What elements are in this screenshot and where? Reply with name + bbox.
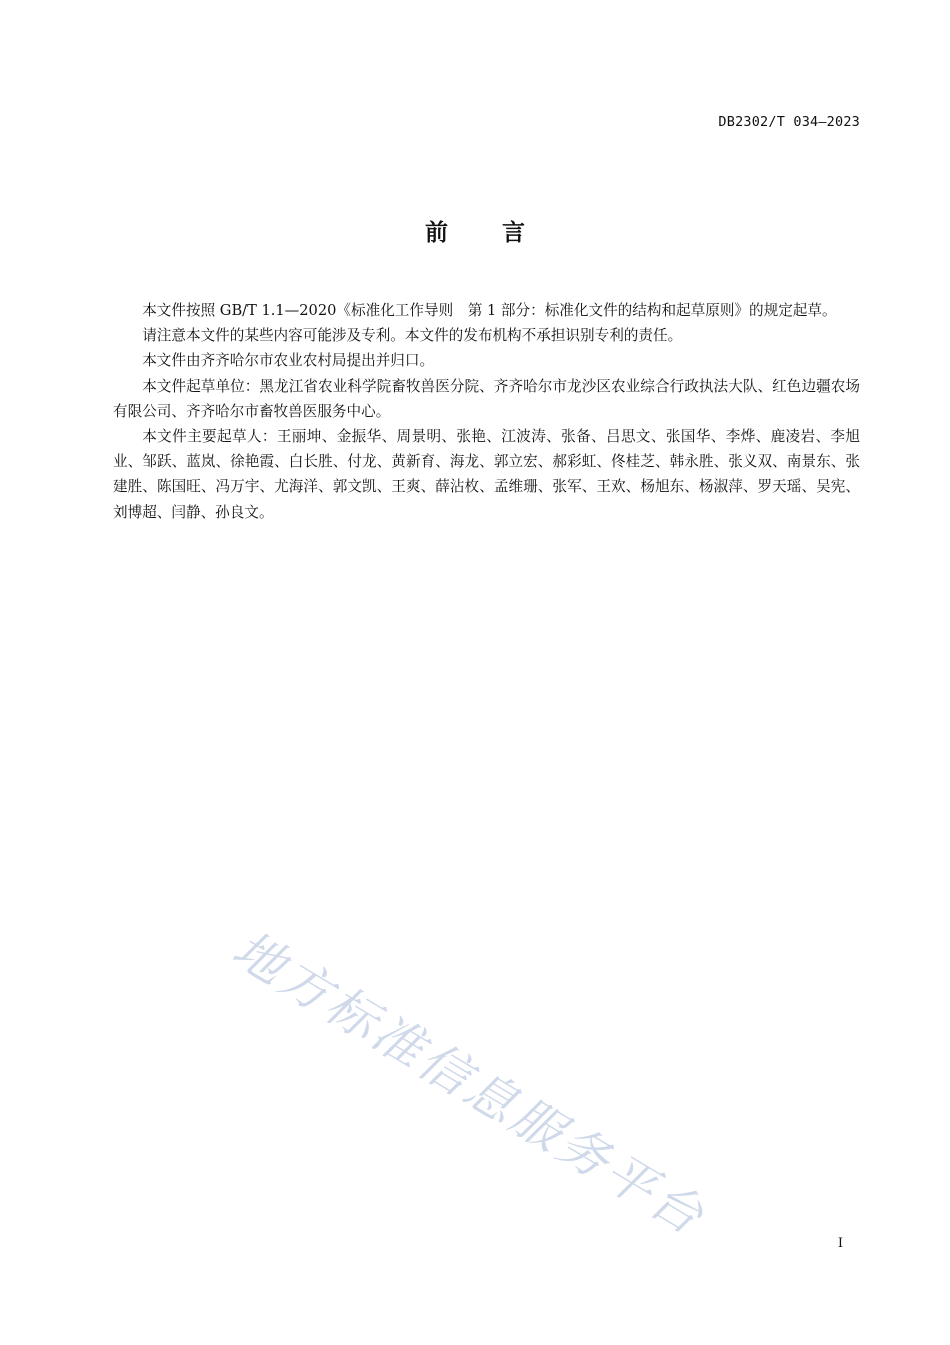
page-number: I [837,1236,843,1251]
paragraph-patent-notice: 请注意本文件的某些内容可能涉及专利。本文件的发布机构不承担识别专利的责任。 [142,327,683,345]
page-title: 前言 [425,220,579,246]
document-code: DB2302/T 034—2023 [718,114,860,130]
paragraph-drafting-rules: 本文件按照 GB/T 1.1—2020《标准化工作导则 第 1 部分：标准化文件的结构和起草原则》的规定起草。 [142,302,837,319]
paragraph-drafting-units: 本文件起草单位：黑龙江省农业科学院畜牧兽医分院、齐齐哈尔市龙沙区农业综合行政执法大队、红色边疆农场有限公司、齐齐哈尔市畜牧兽医服务中心。 [113,377,860,420]
paragraph-drafters: 本文件主要起草人：王丽坤、金振华、周景明、张艳、江波涛、张备、吕思文、张国华、李烨、鹿凌岩、李旭业、邹跃、蓝岚、徐艳霞、白长胜、付龙、黄新育、海龙、郭立宏、郝彩虹、佟桂芝、韩永胜、张义双、南景东、张建胜、陈国旺、冯万宇、尤海洋、郭文凯、王爽、薛沾枚、孟维珊、张军、王欢、杨旭东、杨淑萍、罗天瑶、吴宪、刘博超、闫静、孙良文。 [113,428,860,521]
foreword-body [113,298,860,525]
watermark: 地方标准信息服务平台 [223,919,716,1248]
paragraph-proposer: 本文件由齐齐哈尔市农业农村局提出并归口。 [142,352,435,370]
